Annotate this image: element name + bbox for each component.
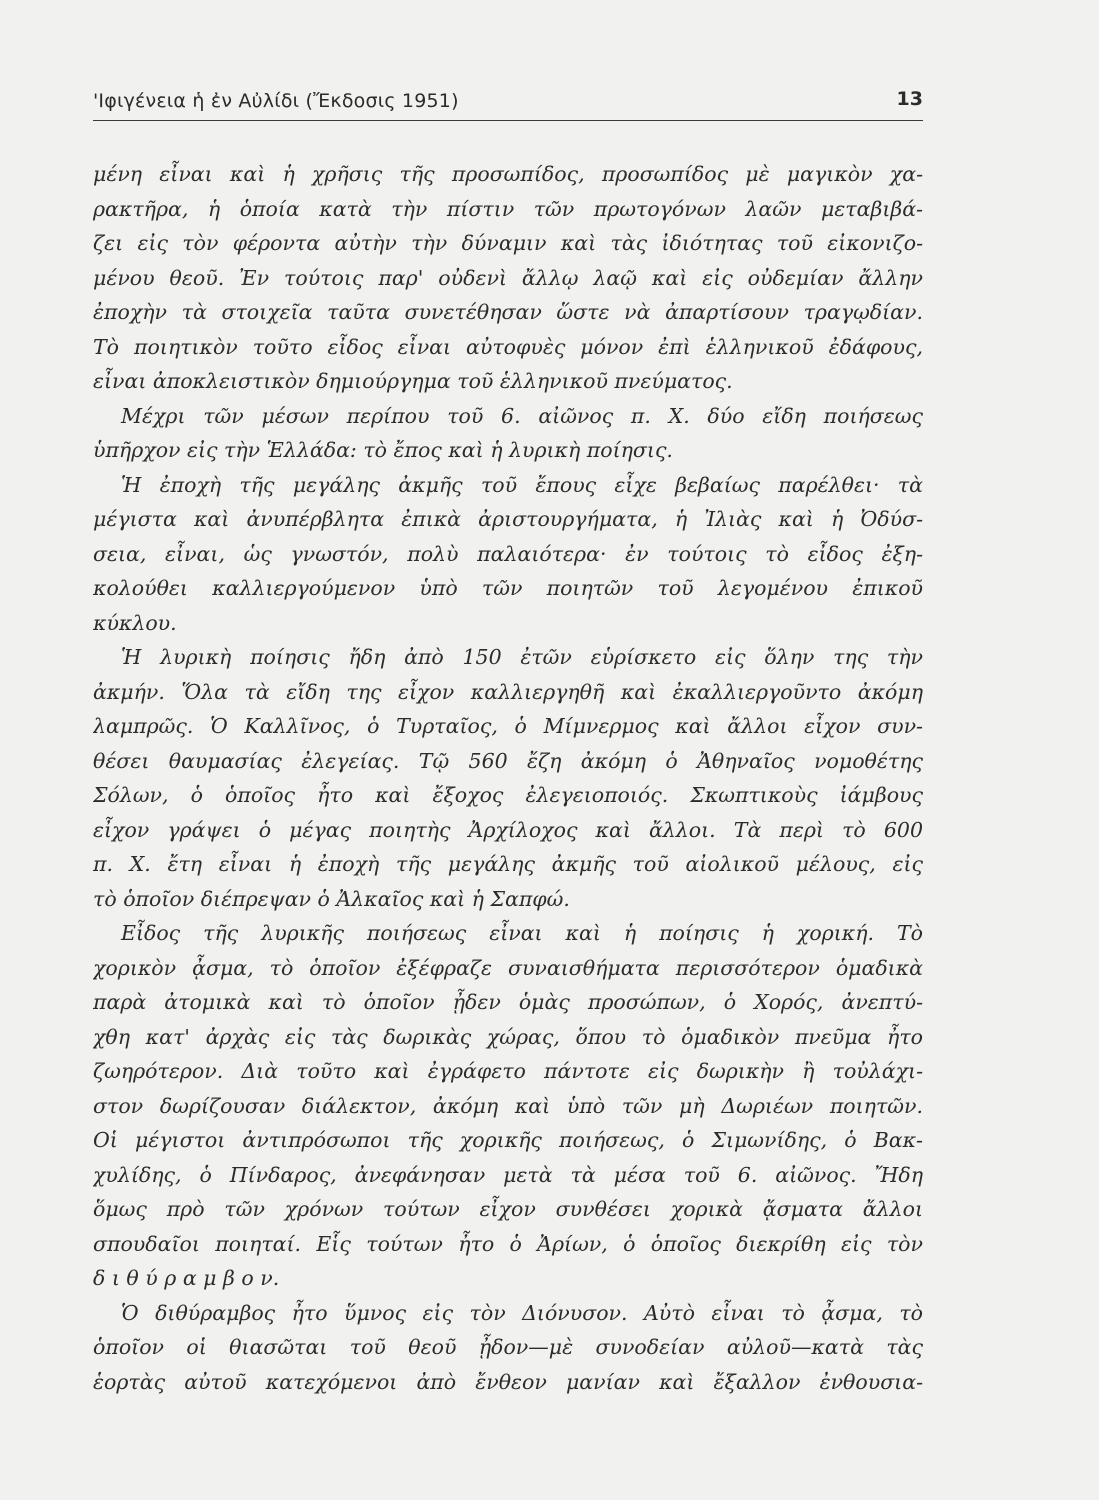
text-line: ρακτῆρα, ἡ ὁποία κατὰ τὴν πίστιν τῶν πρωτογόνων λαῶν μεταβιβά- bbox=[93, 196, 923, 221]
text-line: θέσει θαυμασίας ἐλεγείας. Τῷ 560 ἔζη ἀκόμη ὁ Ἀθηναῖος νομοθέτης bbox=[93, 748, 923, 773]
text-line: Οἱ μέγιστοι ἀντιπρόσωποι τῆς χορικῆς ποιήσεως, ὁ Σιμωνίδης, ὁ Βακ- bbox=[93, 1128, 923, 1152]
page-number: 13 bbox=[896, 88, 923, 110]
text-line: Εἶδος τῆς λυρικῆς ποιήσεως εἶναι καὶ ἡ ποίησις ἡ χορική. Τὸ bbox=[121, 921, 923, 945]
text-line: χυλίδης, ὁ Πίνδαρος, ἀνεφάνησαν μετὰ τὰ μέσα τοῦ 6. αἰῶνος. Ἤδη bbox=[93, 1162, 923, 1187]
text-line: Ἡ ἐποχὴ τῆς μεγάλης ἀκμῆς τοῦ ἔπους εἶχε βεβαίως παρέλθει· τὰ bbox=[121, 472, 923, 497]
text-line: λαμπρῶς. Ὁ Καλλῖνος, ὁ Τυρταῖος, ὁ Μίμνερμος καὶ ἄλλοι εἶχον συν- bbox=[93, 714, 923, 738]
body-text bbox=[93, 157, 923, 1399]
text-line: παρὰ ἀτομικὰ καὶ τὸ ὁποῖον ᾖδεν ὁμὰς προσώπων, ὁ Χορός, ἀνεπτύ- bbox=[93, 990, 923, 1014]
text-line: ἑορτὰς αὐτοῦ κατεχόμενοι ἀπὸ ἔνθεον μανίαν καὶ ἔξαλλον ἐνθουσια- bbox=[93, 1369, 923, 1394]
text-line: σεια, εἶναι, ὡς γνωστόν, πολὺ παλαιότερα· ἐν τούτοις τὸ εἶδος ἐξη- bbox=[93, 541, 923, 566]
text-line: ἀκμήν. Ὅλα τὰ εἴδη της εἶχον καλλιεργηθῆ καὶ ἐκαλλιεργοῦντο ἀκόμη bbox=[93, 679, 923, 704]
text-line: εἶναι ἀποκλειστικὸν δημιούργημα τοῦ ἑλληνικοῦ πνεύματος. bbox=[93, 369, 733, 393]
text-line: χθη κατ' ἀρχὰς εἰς τὰς δωρικὰς χώρας, ὅπου τὸ ὁμαδικὸν πνεῦμα ἦτο bbox=[93, 1024, 923, 1049]
text-line: κολούθει καλλιεργούμενον ὑπὸ τῶν ποιητῶν τοῦ λεγομένου ἐπικοῦ bbox=[93, 576, 923, 600]
text-line: κύκλου. bbox=[93, 610, 177, 635]
text-line: δ ι θ ύ ρ α μ β ο ν. bbox=[93, 1266, 280, 1290]
text-line: μένου θεοῦ. Ἐν τούτοις παρ' οὐδενὶ ἄλλῳ λαῷ καὶ εἰς οὐδεμίαν ἄλλην bbox=[93, 265, 923, 290]
text-line: ἐποχὴν τὰ στοιχεῖα ταῦτα συνετέθησαν ὥστε νὰ ἀπαρτίσουν τραγῳδίαν. bbox=[93, 300, 923, 324]
text-line: Ὁ διθύραμβος ἦτο ὕμνος εἰς τὸν Διόνυσον. Αὐτὸ εἶναι τὸ ᾆσμα, τὸ bbox=[121, 1300, 923, 1325]
text-line: τὸ ὁποῖον διέπρεψαν ὁ Ἀλκαῖος καὶ ἡ Σαπφώ. bbox=[93, 886, 570, 911]
text-line: Σόλων, ὁ ὁποῖος ἦτο καὶ ἔξοχος ἐλεγειοποιός. Σκωπτικοὺς ἰάμβους bbox=[93, 783, 923, 807]
text-line: μέγιστα καὶ ἀνυπέρβλητα ἐπικὰ ἀριστουργήματα, ἡ Ἰλιὰς καὶ ἡ Ὀδύσ- bbox=[93, 507, 923, 531]
text-line: Ἡ λυρικὴ ποίησις ἤδη ἀπὸ 150 ἐτῶν εὑρίσκετο εἰς ὅλην της τὴν bbox=[121, 645, 923, 669]
text-line: εἶχον γράψει ὁ μέγας ποιητὴς Ἀρχίλοχος καὶ ἄλλοι. Τὰ περὶ τὸ 600 bbox=[93, 817, 923, 842]
text-line: χορικὸν ᾆσμα, τὸ ὁποῖον ἐξέφραζε συναισθήματα περισσότερον ὁμαδικὰ bbox=[93, 955, 923, 980]
text-line: ζωηρότερον. Διὰ τοῦτο καὶ ἐγράφετο πάντοτε εἰς δωρικὴν ἢ τοὐλάχι- bbox=[93, 1059, 923, 1083]
text-line: ζει εἰς τὸν φέροντα αὐτὴν τὴν δύναμιν καὶ τὰς ἰδιότητας τοῦ εἰκονιζο- bbox=[93, 231, 923, 255]
running-title: 'Ιφιγένεια ἡ ἐν Αὐλίδι (Ἔκδοσις 1951) bbox=[93, 90, 459, 112]
text-line: ὅμως πρὸ τῶν χρόνων τούτων εἶχον συνθέσει χορικὰ ᾄσματα ἄλλοι bbox=[93, 1197, 923, 1221]
text-line: ὁποῖον οἱ θιασῶται τοῦ θεοῦ ᾖδον—μὲ συνοδείαν αὐλοῦ—κατὰ τὰς bbox=[93, 1335, 923, 1359]
text-line: π. Χ. ἔτη εἶναι ἡ ἐποχὴ τῆς μεγάλης ἀκμῆς τοῦ αἰολικοῦ μέλους, εἰς bbox=[93, 852, 923, 876]
text-line: σπουδαῖοι ποιηταί. Εἷς τούτων ἦτο ὁ Ἀρίων, ὁ ὁποῖος διεκρίθη εἰς τὸν bbox=[93, 1231, 923, 1256]
running-header bbox=[93, 88, 923, 121]
text-line: μένη εἶναι καὶ ἡ χρῆσις τῆς προσωπίδος, προσωπίδος μὲ μαγικὸν χα- bbox=[93, 162, 923, 186]
text-line: Τὸ ποιητικὸν τοῦτο εἶδος εἶναι αὐτοφυὲς μόνον ἐπὶ ἑλληνικοῦ ἐδάφους, bbox=[93, 334, 923, 359]
text-line: στον δωρίζουσαν διάλεκτον, ἀκόμη καὶ ὑπὸ τῶν μὴ Δωριέων ποιητῶν. bbox=[93, 1093, 923, 1118]
text-line: ὑπῆρχον εἰς τὴν Ἑλλάδα: τὸ ἔπος καὶ ἡ λυρικὴ ποίησις. bbox=[93, 438, 673, 462]
text-line: Μέχρι τῶν μέσων περίπου τοῦ 6. αἰῶνος π. Χ. δύο εἴδη ποιήσεως bbox=[121, 403, 923, 428]
